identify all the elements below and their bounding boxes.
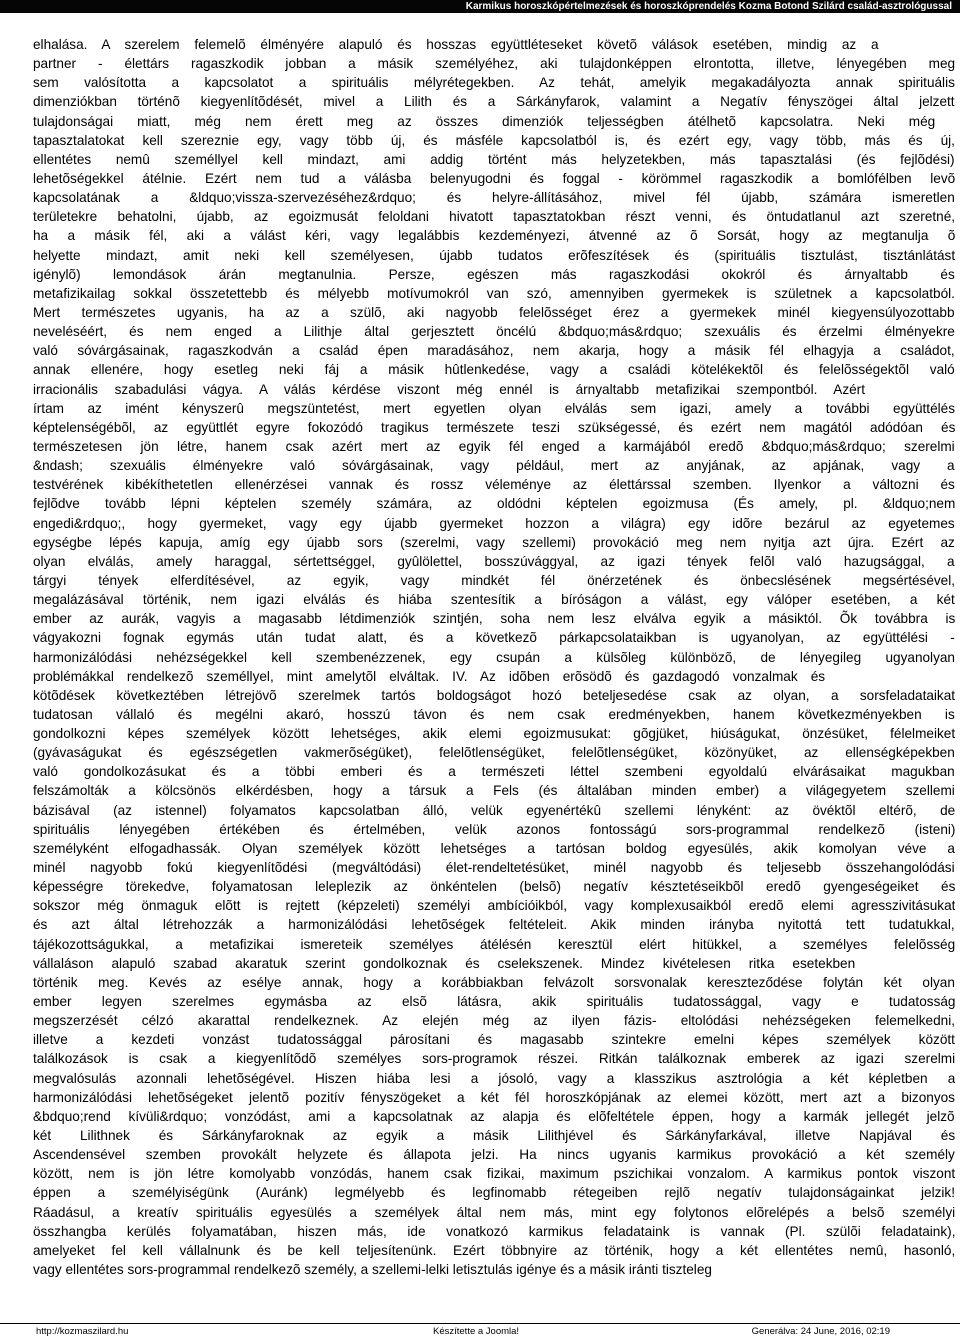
text-line: éppen a személyiségünk (Auránk) legmélyebb és legfinomabb rétegeiben rejlõ negatív tulajdonságainkat jelzik! [33,1185,955,1201]
text-line: vagy ellentétes sors-programmal rendelkezõ személy, a szellemi-lelki letisztulás igénye és a másik iránti tiszteleg [33,1262,712,1277]
text-line: találkozások is csak a kiegyenlítõdõ személyes sors-programok részei. Ritkán találkoznak emberek az igazi szerelmi [33,1051,955,1067]
text-line: természetesen jön létre, hanem csak azért mert az egyik fél enged a karmájából eredõ &bdquo;más&rdquo; szerelmi [33,438,955,454]
text-line: helyette mindazt, amit neki kell személyesen, újabb tudatos erõfeszítések és (spirituális tisztulást, tisztánlátást [33,247,955,263]
text-line: történik meg. Kevés az esélye annak, hogy a korábbiakban felvázolt sorsvonalak kereszteződése folytán két olyan [33,974,955,990]
text-line: harmonizálódási lehetõségeket jelentõ pozitív fényszögeket a két fél horoszkópjának az elemei között, mert azt a bizonyos [33,1089,955,1105]
text-line: metafizikailag sokkal összetettebb és mélyebb motívumokról van szó, amennyiben gyermekek is születnek a kapcsolatból. [33,285,955,301]
text-line: írtam az imént kényszerû megszüntetést, mert egyetlen olyan elválás sem igazi, amely a további együttélés [33,400,955,416]
text-line: Ascendensével szemben provokált helyzete és állapota jelzi. Ha nincs ugyanis karmikus provokáció a két személy [33,1147,955,1163]
text-line: amelyeket fel kell vállalnunk és be kell teljesítenünk. Ezért többnyire az történik, hogy a két ellentétes nemû, hasonló, [33,1242,955,1258]
footer-url[interactable]: http://kozmaszilard.hu [36,1326,129,1337]
text-line: tájékozottságukkal, a metafizikai ismereteik személyes átélésén keresztül elért hitükkel, a személyes felelõsség [33,936,955,952]
text-line: ellentétes nemû személlyel kell mindazt, ami addig történt más helyzetekben, más tapasztalási (és fejlõdési) [33,151,955,167]
text-line: igénylõ) lemondások árán megtanulnia. Persze, egészen más ragaszkodási okokról és árnyaltabb és [33,266,955,282]
text-line: gondolkozni képes személyek között lehetséges, akik elemi egoizmusukat: gõgjüket, hiúságukat, önzésüket, félelmeiket [33,726,955,742]
header-bar [0,0,960,13]
text-line: dimenziókban történõ kiegyenlítõdését, mivel a Lilith és a Sárkányfarok, valamint a Negatív fényszögei által jelzett [33,94,955,110]
text-line: engedi&rdquo;, hogy gyermeket, vagy egy újabb gyermeket hozzon a világra) egy idõre bezárul az egyetemes [33,515,955,531]
site-title: Karmikus horoszkópértelmezések és horoszkóprendelés Kozma Botond Szilárd család-asztrológussal [465,1,952,12]
text-line: területekre behatolni, újabb, az egoizmusát feloldani hivatott tapasztatokban részt venni, és öntudatlanul azt szeretné, [33,209,955,225]
text-line: való gondolkozásukat és a többi emberi és a természeti léttel szembeni egyoldalú elvárásaikat magukban [33,764,955,780]
text-line: való sóvárgásainak, ragaszkodván a család épen maradásához, nem akarja, hogy a másik fél elhagyja a családot, [33,343,955,359]
text-line: minél nagyobb fokú kiegyenlítõdési (megváltódási) élet-rendeltetésüket, minél nagyobb és teljesebb összehangolódási [33,860,955,876]
text-line: megvalósulás azonnali lehetõségével. Hiszen hiába lesi a jósoló, vagy a klasszikus asztrológia a két képletben a [33,1070,955,1086]
text-line: vállaláson alapuló szabad akaratuk szerint gondolkoznak és cselekszenek. Mindez kivételesen ritka esetekben [33,955,856,971]
text-line: sem valósította a kapcsolatot a spirituális mélyrétegekben. Az tehát, amelyik megakadályozta annak spirituális [33,75,955,91]
text-line: tulajdonságai miatt, még nem érett meg az összes dimenziók teljességben átélhetõ kapcsolatra. Neki még [33,113,936,129]
text-line: neveléséért, és nem enged a Lilithje által gerjesztett öncélú &bdquo;más&rdquo; szexuális és érzelmi élményekre [33,324,955,340]
text-line: spirituális lényegében értékében és értelmében, velük azonos fontosságú sors-programmal rendelkezõ (isteni) [33,821,955,837]
text-line: sokszor még önmaguk elõtt is rejtett (képzeleti) személyi ambícióikból, vagy komplexusaikból eredõ elemi agresszivitásukat [33,898,955,914]
text-line: elhalása. A szerelem felemelõ élményére alapuló és hosszas együttléteseket követõ válások esetében, mindig az a [33,37,879,52]
text-line: megalázásával történik, nem igazi elválás és hiába szentesítik a bíróságon a válást, egy válóper esetében, a két [33,592,955,608]
text-line: ha a másik fél, aki a válást kéri, vagy legalábbis kezdeményezi, átvenné az õ Sorsát, hogy az megtanulja õ [33,228,955,244]
text-line: között, nem is jön létre komolyabb vonzódás, hanem csak fizikai, maximum pszichikai vonzalom. A karmikus pontok viszont [33,1166,955,1182]
text-line: bázisával (az istennel) folyamatos kapcsolatban álló, velük egyenértékû szellemi lényként: az övéktõl eltérõ, de [33,802,955,818]
text-line: kapcsolatának a &ldquo;vissza-szervezéséhez&rdquo; és helyre-állításához, mivel fél újabb, számára ismeretlen [33,190,955,206]
text-line: megszerzését célzó akarattal rendelkeznek. Az elején még az ilyen fázis- eltolódási nehézségeken felemelkedni, [33,1013,955,1029]
text-line: két Lilithnek és Sárkányfaroknak az egyik a másik Lilithjével és Sárkányfarkával, illetve Napjával és [33,1128,955,1144]
text-line: &bdquo;rend kívüli&rdquo; vonzódást, ami a kapcsolatnak az alapja és elõfeltétele éppen, hogy a karmák jellegét jelzõ [33,1108,955,1124]
text-line: Ráadásul, a kreatív spirituális egyesülés a személyek által nem más, mint egy folytonos elõrelépés a belsõ személyi [33,1204,955,1220]
text-line: összhangba kerülés folyamatában, hiszen más, ide vonatkozó karmikus feladataink is vannak (Pl. szülõi feladataink), [33,1223,955,1239]
text-line: problémákkal rendelkezõ személlyel, mint amelytõl elváltak. IV. Az idõben erõsödõ és gazdagodó vonzalmak és [33,668,826,684]
article-body [33,35,955,1279]
footer-generated-date: Generálva: 24 June, 2016, 02:19 [751,1326,890,1337]
text-line: és azt által létrehozzák a harmonizálódási lehetõségek feltételeit. Akik minden irányba nyitottá tett tudatukkal, [33,917,955,933]
text-line: (gyávaságukat és egészségetlen vakmerõségüket), felelõtlenségüket, felelõtlenségüket, közönyüket, az ellenségképekben [33,745,955,761]
text-line: tárgyi tények elferdítésével, az egyik, vagy mindkét fél önérzetének és önbecslésének megsértésével, [33,572,955,588]
text-line: felszámolták a kölcsönös elkérdésben, hogy a társuk a Fels (és általában minden ember) a világegyetem szellemi [33,783,955,799]
text-line: annak ellenére, hogy esetleg neki fáj a másik hûtlenkedése, vagy a családi kötelékektõl és felelõsségektõl való [33,362,955,378]
text-line: Mert természetes ugyanis, ha az a szülõ, aki nagyobb felelõsséget érez a gyermekek minél kiegyensúlyozottabb [33,304,955,320]
text-line: harmonizálódási nehézségekkel kell szembenézzenek, egy csupán a külsõleg különbözõ, de lényegileg ugyanolyan [33,649,955,665]
text-line: ember az aurák, vagyis a magasabb létdimenziók szintjén, soha nem lesz elválva egyik a másiktól. Õk továbbra is [33,611,955,627]
footer-credit: Készítette a Joomla! [433,1326,520,1337]
text-line: irracionális szabadulási vágya. A válás kérdése viszont még ennél is árnyaltabb metafizikai szempontból. Azért [33,381,865,397]
page-footer [0,1323,960,1339]
text-line: személyként elfogadhassák. Olyan személyek között lehetséges a tartósan boldog egyesülés, akik komolyan véve a [33,840,955,856]
text-line: lehetõségekkel átélnie. Ezért nem tud a válásba belenyugodni és foggal - körömmel ragaszkodik a bomlófélben levõ [33,170,955,186]
text-line: vágyakozni fognak egymás után tudat alatt, és a következõ párkapcsolataikban is ugyanolyan, az együttélési - [33,630,955,646]
text-line: kötõdések következtében létrejövõ szerelmek tartós boldogságot hozó beteljesedése csak az olyan, a sorsfeladataikat [33,687,955,703]
text-line: tapasztalatokat kell szereznie egy, vagy több új, és másféle kapcsolatból is, és ezért egy, vagy több, más és új, [33,132,955,148]
text-line: egységbe lépés kapuja, amíg egy újabb sors (szerelmi, vagy szellemi) provokáció meg nem nyitja azt újra. Ezért az [33,534,955,550]
text-line: illetve a kezdeti vonzást tudatossággal párosítani és magasabb szintekre emelni képes személyek között [33,1032,955,1048]
text-line: ember legyen szerelmes egymásba az elsõ látásra, akik spirituális tudatossággal, vagy e tudatosság [33,994,955,1010]
text-line: fejlõdve tovább lépni képtelen személy számára, az oldódni képtelen egoizmusa (És amely, pl. &ldquo;nem [33,496,955,512]
text-line: tudatosan vállaló és megélni akaró, hosszú távon és nem csak eredményekben, hanem következményekben is [33,706,955,722]
text-line: képtelenségébõl, az együttlét egyre fokozódó tragikus természete teszi szükségessé, és ezért nem magától adódóan és [33,419,955,435]
text-line: olyan elválás, amely haraggal, sértettséggel, gyûlölettel, bosszúvággyal, az igazi tények felõl való hazugsággal, a [33,553,955,569]
text-line: partner - élettárs ragaszkodik jobban a másik személyéhez, aki tulajdonképpen elrontotta, illetve, lényegében meg [33,56,955,72]
text-line: &ndash; szexuális élményekre való sóvárgásainak, vagy például, mert az anyjának, az apjának, vagy a [33,458,955,474]
text-line: testvérének kibékíthetetlen ellenérzései vannak és rossz véleménye az élettárssal szemben. Ilyenkor a változni és [33,477,955,493]
text-line: képességre törekedve, folyamatosan leleplezik az önkéntelen (belsõ) negatív késztetéseikbõl eredõ gyengeségeiket és [33,879,955,895]
